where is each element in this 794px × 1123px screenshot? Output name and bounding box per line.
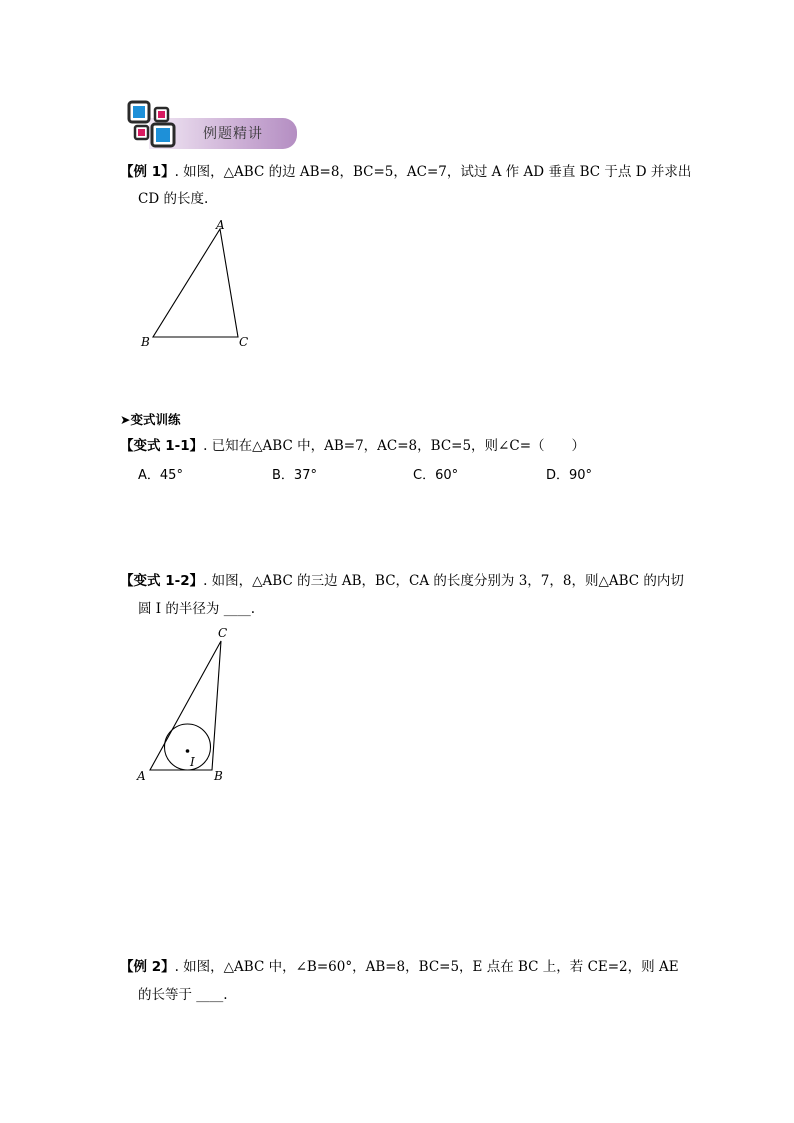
variant2-tag: 【变式 1-2】 bbox=[120, 573, 204, 589]
variant1-tag: 【变式 1-1】 bbox=[120, 438, 204, 454]
example2-tag: 【例 2】 bbox=[120, 959, 175, 975]
label-c-2: C bbox=[218, 626, 228, 640]
example1-text-line1: . 如图，△ABC 的边 AB=8，BC=5，AC=7，试过 A 作 AD 垂直 BC 于点 D 并求出 bbox=[174, 164, 692, 180]
variant2-line1 bbox=[120, 571, 684, 591]
option-a-value: 45° bbox=[159, 468, 183, 483]
example1-line1 bbox=[120, 162, 691, 182]
squares-logo-icon bbox=[127, 98, 177, 148]
variant2-text-line1: . 如图，△ABC 的三边 AB，BC，CA 的长度分别为 3，7，8，则△ABC 的内切 bbox=[203, 573, 684, 589]
option-d-key: D． bbox=[546, 468, 570, 483]
option-a-key: A． bbox=[138, 468, 160, 483]
triangle-figure-1 bbox=[135, 215, 255, 355]
option-b bbox=[272, 464, 317, 483]
variant2-line2: 圆 I 的半径为 ____. bbox=[138, 601, 255, 617]
option-c-value: 60° bbox=[435, 468, 459, 483]
label-b: B bbox=[141, 335, 150, 349]
label-a-2: A bbox=[137, 769, 146, 783]
option-a bbox=[138, 464, 183, 483]
section-banner bbox=[127, 98, 299, 150]
option-d bbox=[546, 464, 592, 483]
incenter-dot bbox=[186, 749, 190, 753]
option-c-key: C． bbox=[413, 468, 436, 483]
option-b-value: 37° bbox=[293, 468, 317, 483]
label-a: A bbox=[216, 218, 225, 232]
incircle bbox=[165, 724, 211, 770]
option-c bbox=[413, 464, 458, 483]
banner-title: 例题精讲 bbox=[203, 126, 263, 142]
triangle-figure-2 bbox=[130, 620, 240, 790]
triangle-abc bbox=[153, 229, 238, 337]
example1-line2: CD 的长度. bbox=[138, 191, 209, 207]
example2-line2: 的长等于 ____. bbox=[138, 987, 228, 1003]
label-i: I bbox=[190, 755, 195, 769]
option-d-value: 90° bbox=[569, 468, 593, 483]
arrow-icon: ➤ bbox=[120, 412, 131, 427]
example2-line1 bbox=[120, 957, 679, 977]
section-header bbox=[120, 410, 181, 428]
label-c: C bbox=[239, 335, 249, 349]
example1-tag: 【例 1】 bbox=[120, 164, 175, 180]
variant1-text: . 已知在△ABC 中，AB=7，AC=8，BC=5，则∠C=（ ） bbox=[203, 438, 586, 454]
section-label: 变式训练 bbox=[130, 412, 181, 427]
option-b-key: B． bbox=[272, 468, 294, 483]
variant1-question bbox=[120, 436, 585, 456]
example2-text-line1: . 如图，△ABC 中，∠B=60°，AB=8，BC=5，E 点在 BC 上，若 CE=2，则 AE bbox=[174, 959, 679, 975]
label-b-2: B bbox=[214, 769, 223, 783]
